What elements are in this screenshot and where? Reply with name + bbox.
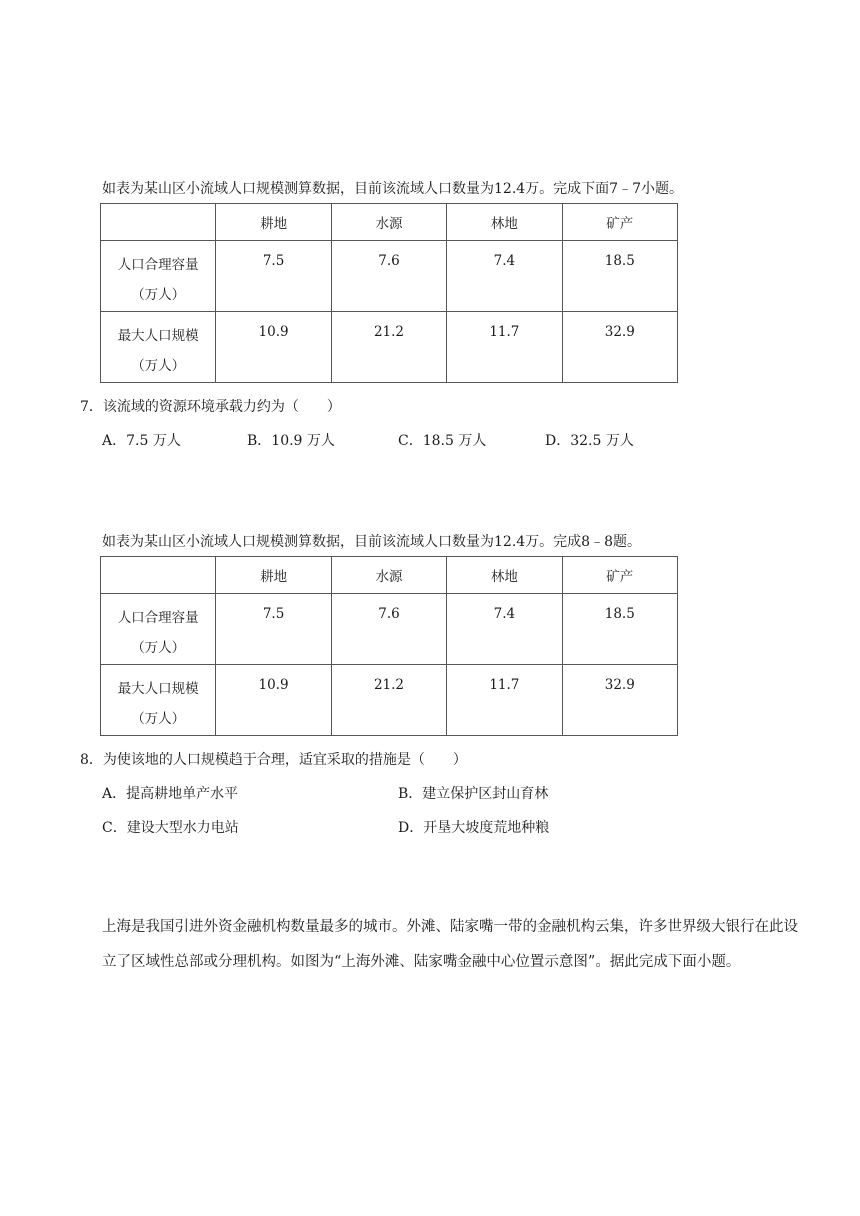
q8-intro: 如表为某山区小流域人口规模测算数据，目前该流域人口数量为12.4万。完成8﹣8题。 (102, 534, 641, 550)
q7-option-d[interactable]: D．32.5 万人 (545, 433, 634, 449)
table-header-cell: 耕地 (216, 204, 331, 241)
table-cell (216, 312, 331, 383)
q8-question: 8．为使该地的人口规模趋于合理，适宜采取的措施是（ ） (80, 752, 467, 768)
cell-value: 10.9 (258, 677, 289, 693)
q7-option-a[interactable]: A．7.5 万人 (102, 433, 181, 449)
row-unit: （万人） (131, 640, 186, 656)
row-label: 人口合理容量 (117, 257, 199, 273)
table-cell (331, 594, 446, 665)
row-label-cell (101, 594, 216, 665)
table-header-cell: 矿产 (562, 204, 677, 241)
q8-option-b[interactable]: B．建立保护区封山育林 (398, 786, 549, 802)
table-header-row (101, 204, 678, 241)
table-header-cell (101, 204, 216, 241)
table-header-cell: 矿产 (562, 557, 677, 594)
table-row (101, 594, 678, 665)
q7-option-b[interactable]: B．10.9 万人 (247, 433, 335, 449)
table-cell (447, 594, 562, 665)
table-cell (331, 312, 446, 383)
cell-value: 7.4 (493, 253, 516, 269)
row-label: 最大人口规模 (117, 328, 199, 344)
row-label-cell (101, 312, 216, 383)
table-cell (331, 665, 446, 736)
table-row (101, 241, 678, 312)
cell-value: 7.5 (262, 606, 285, 622)
table-header-cell (101, 557, 216, 594)
cell-value: 32.9 (604, 677, 635, 693)
cell-value: 18.5 (604, 253, 635, 269)
table-cell (216, 241, 331, 312)
cell-value: 7.6 (378, 253, 400, 269)
q9-paragraph: 上海是我国引进外资金融机构数量最多的城市。外滩、陆家嘴一带的金融机构云集，许多世界级大银行在此设立了区域性总部或分理机构。如图为“上海外滩、陆家嘴金融中心位置示意图”。据此完成下面小题。 (102, 919, 798, 970)
table-header-cell: 林地 (447, 204, 562, 241)
row-unit: （万人） (131, 358, 186, 374)
table-cell (216, 594, 331, 665)
cell-value: 32.9 (604, 324, 635, 340)
q8-option-d[interactable]: D．开垦大坡度荒地种粮 (398, 820, 550, 836)
table-cell (562, 312, 677, 383)
row-label-cell (101, 241, 216, 312)
cell-value: 10.9 (258, 324, 289, 340)
table-header-cell: 耕地 (216, 557, 331, 594)
row-label-cell (101, 665, 216, 736)
q8-option-c[interactable]: C．建设大型水力电站 (102, 820, 239, 836)
q7-question: 7．该流域的资源环境承载力约为（ ） (80, 399, 341, 415)
cell-value: 21.2 (373, 324, 404, 340)
table-header-cell: 林地 (447, 557, 562, 594)
cell-value: 11.7 (489, 677, 520, 693)
q7-data-table (100, 203, 678, 383)
table-header-cell: 水源 (331, 204, 446, 241)
table-cell (562, 241, 677, 312)
table-cell (447, 665, 562, 736)
table-cell (562, 665, 677, 736)
table-header-cell: 水源 (331, 557, 446, 594)
table-cell (447, 312, 562, 383)
cell-value: 7.4 (493, 606, 516, 622)
table-cell (216, 665, 331, 736)
cell-value: 7.5 (262, 253, 285, 269)
row-unit: （万人） (131, 711, 186, 727)
row-label: 最大人口规模 (117, 681, 199, 697)
row-unit: （万人） (131, 287, 186, 303)
q7-intro: 如表为某山区小流域人口规模测算数据，目前该流域人口数量为12.4万。完成下面7﹣7小题。 (102, 181, 683, 197)
cell-value: 7.6 (378, 606, 400, 622)
table-row (101, 665, 678, 736)
table-row (101, 312, 678, 383)
cell-value: 18.5 (604, 606, 635, 622)
cell-value: 21.2 (373, 677, 404, 693)
q8-option-a[interactable]: A．提高耕地单产水平 (102, 786, 239, 802)
table-cell (331, 241, 446, 312)
cell-value: 11.7 (489, 324, 520, 340)
table-header-row (101, 557, 678, 594)
q8-data-table (100, 556, 678, 736)
q7-option-c[interactable]: C．18.5 万人 (398, 433, 487, 449)
row-label: 人口合理容量 (117, 610, 199, 626)
table-cell (447, 241, 562, 312)
table-cell (562, 594, 677, 665)
